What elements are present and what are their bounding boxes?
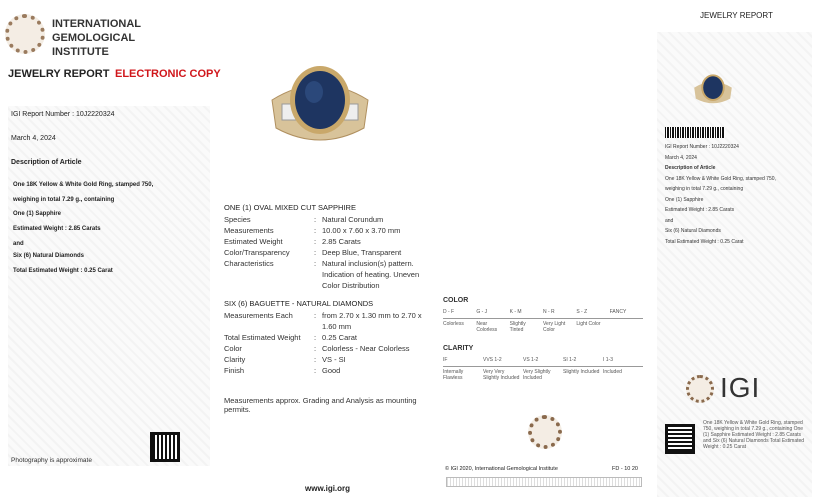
spec-value: 10.00 x 7.60 x 3.70 mm: [322, 226, 401, 235]
desc-line: and: [13, 241, 24, 247]
spec-row: [224, 343, 434, 354]
spec-value: Natural inclusion(s) pattern. Indication of heating. Uneven Color Distribution: [322, 259, 420, 290]
color-grade: D - F: [443, 309, 455, 315]
clarity-grade: SI 1-2: [563, 357, 577, 363]
colon: :: [314, 355, 317, 364]
clarity-grade: VS 1-2: [523, 357, 539, 363]
report-number: IGI Report Number : 10J2220324: [11, 111, 115, 118]
website-link[interactable]: www.igi.org: [305, 484, 351, 493]
right-report-number: IGI Report Number : 10J2220324: [665, 144, 739, 150]
electronic-copy-label: ELECTRONIC COPY: [115, 68, 221, 80]
color-grade: S - Z: [576, 309, 588, 315]
colon: :: [314, 248, 317, 257]
clarity-title: CLARITY: [443, 345, 474, 352]
org-line: INTERNATIONAL: [52, 18, 142, 30]
desc-line: One 18K Yellow & White Gold Ring, stamped 750,: [13, 182, 154, 188]
spec-label: Color/Transparency: [224, 248, 290, 257]
spec-label: Characteristics: [224, 259, 274, 268]
igi-seal-logo: [5, 14, 45, 54]
photo-note: Photography is approximate: [11, 457, 92, 464]
clarity-grade: I 1-3: [603, 357, 614, 363]
spec-label: Estimated Weight: [224, 237, 283, 246]
spec-label: Color: [224, 344, 242, 353]
color-label: Near Colorless: [476, 321, 498, 333]
color-title: COLOR: [443, 297, 469, 304]
spec-row: [224, 214, 434, 225]
spec-label: Measurements: [224, 226, 274, 235]
igi-logo-text: IGI: [720, 372, 761, 403]
report-date: March 4, 2024: [11, 135, 56, 142]
sapphire-title: ONE (1) OVAL MIXED CUT SAPPHIRE: [224, 203, 356, 212]
spec-row: [224, 310, 434, 332]
sapphire-rows: [224, 214, 434, 291]
spec-label: Species: [224, 215, 251, 224]
igi-seal-center: [528, 415, 562, 449]
clarity-label: Included: [603, 369, 622, 375]
color-labels: [443, 321, 643, 333]
copyright: © IGI 2020, International Gemological Institute: [445, 466, 558, 472]
desc-line: Estimated Weight : 2.85 Carats: [13, 226, 101, 232]
description-title: Description of Article: [11, 159, 82, 166]
spec-row: [224, 258, 434, 291]
spec-value: Colorless - Near Colorless: [322, 344, 410, 353]
desc-line: Total Estimated Weight : 0.25 Carat: [13, 268, 113, 274]
color-grade: K - M: [509, 309, 522, 315]
spec-value: Natural Corundum: [322, 215, 384, 224]
colon: :: [314, 366, 317, 375]
clarity-label: Internally Flawless: [443, 369, 464, 381]
qr-code[interactable]: [150, 432, 180, 462]
color-label: Light Color: [576, 321, 601, 327]
spec-label: Total Estimated Weight: [224, 333, 301, 342]
diamonds-section: [224, 299, 434, 376]
clarity-label: Slightly Included: [563, 369, 600, 375]
colon: :: [314, 226, 317, 235]
right-desc-title: Description of Article: [665, 165, 716, 171]
clarity-grade: VVS 1-2: [483, 357, 502, 363]
color-grade: N - R: [542, 309, 555, 315]
desc-line: Six (6) Natural Diamonds: [13, 253, 85, 259]
desc-line: Total Estimated Weight : 0.25 Carat: [665, 238, 744, 245]
measurement-note: Measurements approx. Grading and Analysis as mounting permits.: [224, 396, 417, 414]
desc-line: One (1) Sapphire: [13, 211, 62, 217]
spec-row: [224, 332, 434, 343]
colon: :: [314, 344, 317, 353]
clarity-grade: IF: [443, 357, 448, 363]
barcode: [665, 127, 725, 138]
igi-seal-right: [686, 375, 714, 403]
spec-value: Good: [322, 366, 341, 375]
clarity-label: Very Slightly Included: [523, 369, 551, 381]
clarity-labels: [443, 369, 643, 381]
desc-line: One 18K Yellow & White Gold Ring, stamped 750,: [665, 175, 776, 182]
spec-row: [224, 247, 434, 258]
desc-line: Six (6) Natural Diamonds: [665, 228, 721, 234]
ring-photo: [268, 60, 372, 152]
spec-value: 2.85 Carats: [322, 237, 361, 246]
spec-value: Deep Blue, Transparent: [322, 248, 402, 257]
grading-scales: [443, 297, 643, 381]
spec-value: 0.25 Carat: [322, 333, 358, 342]
report-title: JEWELRY REPORT: [8, 68, 110, 80]
colon: :: [314, 237, 317, 246]
spec-row: [224, 365, 434, 376]
desc-line: weighing in total 7.29 g., containing: [665, 186, 744, 192]
ring-thumbnail: [692, 72, 734, 108]
desc-line: and: [665, 217, 674, 224]
spec-row: [224, 236, 434, 247]
color-label: Very Light Color: [542, 321, 566, 333]
spec-value: from 2.70 x 1.30 mm to 2.70 x 1.60 mm: [322, 311, 422, 331]
clarity-label: Very Very Slightly Included: [483, 369, 520, 381]
org-name: [52, 17, 141, 59]
right-date: March 4, 2024: [665, 154, 697, 161]
diamond-rows: [224, 310, 434, 376]
colon: :: [314, 259, 317, 268]
color-label: Colorless: [443, 321, 464, 327]
spec-label: Measurements Each: [224, 311, 293, 320]
color-label: [610, 321, 643, 333]
desc-line: One (1) Sapphire: [665, 196, 704, 203]
spec-label: Clarity: [224, 355, 246, 364]
right-summary: One 18K Yellow & White Gold Ring, stamped 750, weighing in total 7.29 g., containing One (1) Sapphire Estimated Weight : 2.85 Carats and Six (6) Natural Diamonds Total Estimated Weight : 0.25 Carat: [703, 420, 805, 450]
color-grade: FANCY: [609, 309, 627, 315]
desc-line: weighing in total 7.29 g., containing: [13, 197, 115, 203]
right-qr-code[interactable]: [665, 424, 695, 454]
spec-label: Finish: [224, 366, 245, 375]
colon: :: [314, 333, 317, 342]
color-label: Slightly Tinted: [509, 321, 526, 333]
diamonds-title: SIX (6) BAGUETTE - NATURAL DIAMONDS: [224, 299, 374, 308]
right-report-title: JEWELRY REPORT: [700, 11, 773, 20]
color-grade: G - J: [476, 309, 488, 315]
colon: :: [314, 215, 317, 224]
right-description: [665, 142, 776, 247]
spec-value: VS - SI: [322, 355, 346, 364]
spec-row: [224, 354, 434, 365]
org-line: INSTITUTE: [52, 46, 109, 58]
color-grades: [443, 309, 643, 319]
org-line: GEMOLOGICAL: [52, 32, 136, 44]
colon: :: [314, 311, 317, 320]
spec-row: [224, 225, 434, 236]
sapphire-section: [224, 203, 434, 291]
clarity-grades: [443, 357, 643, 367]
security-strip: [446, 477, 642, 487]
desc-line: Estimated Weight : 2.85 Carats: [665, 207, 735, 213]
form-code: FD - 10 20: [612, 466, 638, 472]
description-list: [13, 182, 153, 274]
